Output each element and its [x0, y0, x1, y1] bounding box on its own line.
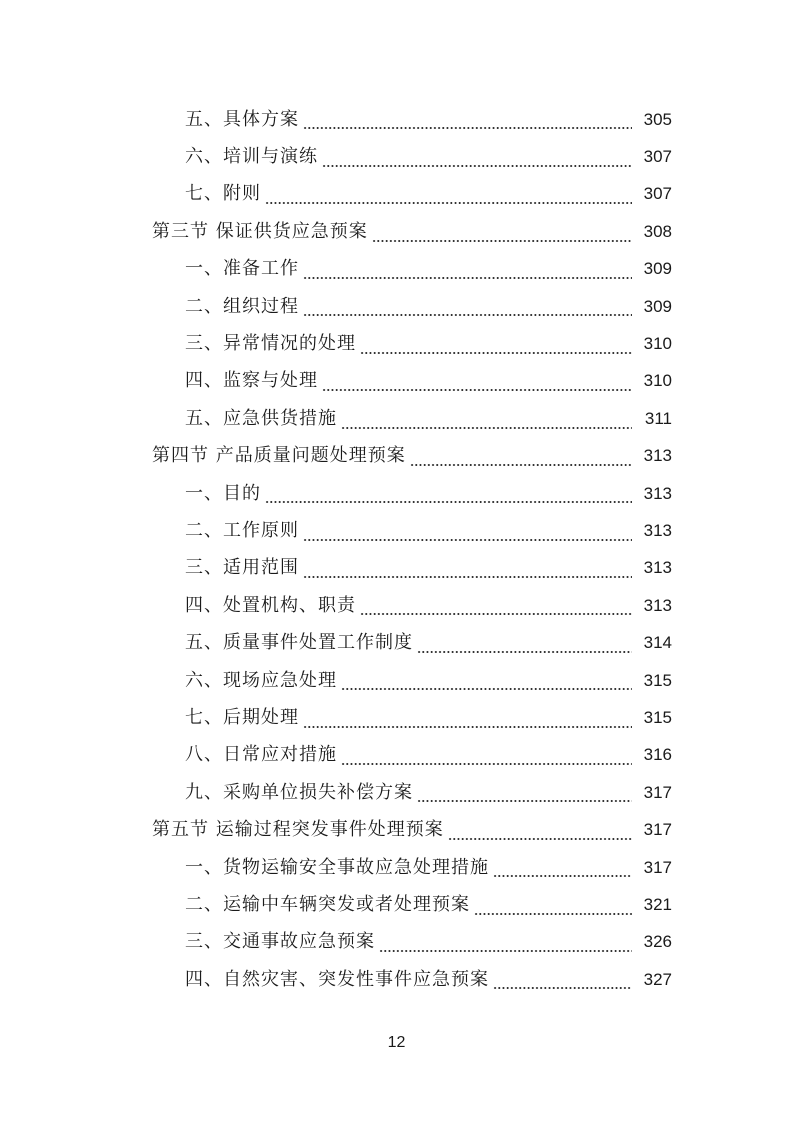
toc-entry-title: 第三节 保证供货应急预案	[152, 220, 368, 242]
toc-entry-title: 第五节 运输过程突发事件处理预案	[152, 819, 444, 841]
toc-entry-page: 314	[643, 633, 672, 653]
toc-entry[interactable]	[0, 849, 793, 886]
toc-section-entry[interactable]	[0, 811, 793, 848]
page-number: 12	[387, 1034, 406, 1051]
toc-entry[interactable]	[0, 587, 793, 624]
toc-dot-leader	[417, 799, 632, 803]
toc-entry-title: 六、培训与演练	[185, 146, 318, 168]
table-of-contents	[0, 101, 793, 998]
toc-entry[interactable]	[0, 774, 793, 811]
toc-entry-page: 317	[643, 820, 672, 840]
toc-dot-leader	[493, 874, 632, 878]
toc-dot-leader	[322, 388, 632, 392]
toc-entry-page: 313	[643, 520, 672, 540]
toc-dot-leader	[493, 986, 632, 990]
toc-entry-page: 321	[643, 894, 672, 914]
toc-entry-title: 四、自然灾害、突发性事件应急预案	[185, 968, 489, 990]
toc-entry[interactable]	[0, 251, 793, 288]
toc-entry-page: 305	[643, 109, 672, 129]
toc-dot-leader	[341, 687, 632, 691]
toc-entry-title: 四、处置机构、职责	[185, 594, 356, 616]
toc-entry-title: 二、工作原则	[185, 519, 299, 541]
toc-entry-page: 307	[643, 184, 672, 204]
toc-entry[interactable]	[0, 475, 793, 512]
toc-entry-title: 六、现场应急处理	[185, 669, 337, 691]
toc-dot-leader	[417, 650, 632, 654]
toc-entry-title: 七、附则	[185, 183, 261, 205]
toc-entry-title: 一、准备工作	[185, 258, 299, 280]
toc-entry[interactable]	[0, 961, 793, 998]
toc-entry-page: 313	[643, 483, 672, 503]
toc-dot-leader	[322, 164, 632, 168]
toc-entry-title: 第四节 产品质量问题处理预案	[152, 445, 406, 467]
toc-dot-leader	[303, 725, 632, 729]
toc-entry-title: 九、采购单位损失补偿方案	[185, 781, 413, 803]
toc-entry-page: 308	[643, 221, 672, 241]
toc-entry-page: 310	[643, 334, 672, 354]
toc-entry-page: 326	[643, 932, 672, 952]
toc-dot-leader	[265, 500, 632, 504]
toc-dot-leader	[372, 239, 632, 243]
toc-entry[interactable]	[0, 699, 793, 736]
toc-entry[interactable]	[0, 325, 793, 362]
toc-entry-title: 五、具体方案	[185, 108, 299, 130]
toc-entry[interactable]	[0, 624, 793, 661]
toc-entry[interactable]	[0, 101, 793, 138]
toc-entry-page: 317	[643, 782, 672, 802]
toc-entry-page: 317	[643, 857, 672, 877]
toc-entry-page: 307	[643, 147, 672, 167]
toc-dot-leader	[303, 126, 632, 130]
toc-entry-page: 309	[643, 259, 672, 279]
toc-entry-page: 310	[643, 371, 672, 391]
toc-entry[interactable]	[0, 363, 793, 400]
toc-entry-page: 315	[643, 670, 672, 690]
toc-entry-title: 三、交通事故应急预案	[185, 931, 375, 953]
toc-dot-leader	[448, 837, 632, 841]
toc-entry-title: 四、监察与处理	[185, 370, 318, 392]
toc-entry-page: 313	[643, 558, 672, 578]
toc-entry[interactable]	[0, 288, 793, 325]
toc-entry-title: 三、异常情况的处理	[185, 333, 356, 355]
toc-dot-leader	[341, 426, 632, 430]
toc-dot-leader	[303, 575, 632, 579]
toc-entry-title: 五、质量事件处置工作制度	[185, 632, 413, 654]
toc-entry[interactable]	[0, 400, 793, 437]
toc-entry-page: 327	[643, 969, 672, 989]
toc-dot-leader	[410, 463, 632, 467]
toc-entry-title: 一、目的	[185, 482, 261, 504]
toc-entry[interactable]	[0, 662, 793, 699]
toc-dot-leader	[303, 313, 632, 317]
toc-entry[interactable]	[0, 176, 793, 213]
toc-entry[interactable]	[0, 138, 793, 175]
toc-section-entry[interactable]	[0, 213, 793, 250]
toc-entry-title: 五、应急供货措施	[185, 407, 337, 429]
toc-entry[interactable]	[0, 550, 793, 587]
toc-dot-leader	[303, 276, 632, 280]
toc-dot-leader	[360, 351, 632, 355]
toc-entry-title: 八、日常应对措施	[185, 744, 337, 766]
toc-entry-title: 七、后期处理	[185, 706, 299, 728]
toc-entry-title: 二、运输中车辆突发或者处理预案	[185, 893, 470, 915]
toc-entry[interactable]	[0, 512, 793, 549]
toc-dot-leader	[360, 612, 632, 616]
toc-dot-leader	[379, 949, 632, 953]
toc-entry-title: 三、适用范围	[185, 557, 299, 579]
toc-entry-page: 313	[643, 446, 672, 466]
toc-entry-title: 一、货物运输安全事故应急处理措施	[185, 856, 489, 878]
toc-entry[interactable]	[0, 924, 793, 961]
toc-dot-leader	[265, 201, 632, 205]
toc-entry-page: 316	[643, 745, 672, 765]
toc-dot-leader	[474, 912, 632, 916]
toc-section-entry[interactable]	[0, 438, 793, 475]
toc-entry[interactable]	[0, 886, 793, 923]
toc-entry-page: 313	[643, 595, 672, 615]
toc-entry-page: 311	[644, 408, 672, 428]
toc-entry-title: 二、组织过程	[185, 295, 299, 317]
toc-entry-page: 315	[643, 707, 672, 727]
toc-dot-leader	[303, 538, 632, 542]
toc-dot-leader	[341, 762, 632, 766]
toc-entry-page: 309	[643, 296, 672, 316]
toc-entry[interactable]	[0, 737, 793, 774]
